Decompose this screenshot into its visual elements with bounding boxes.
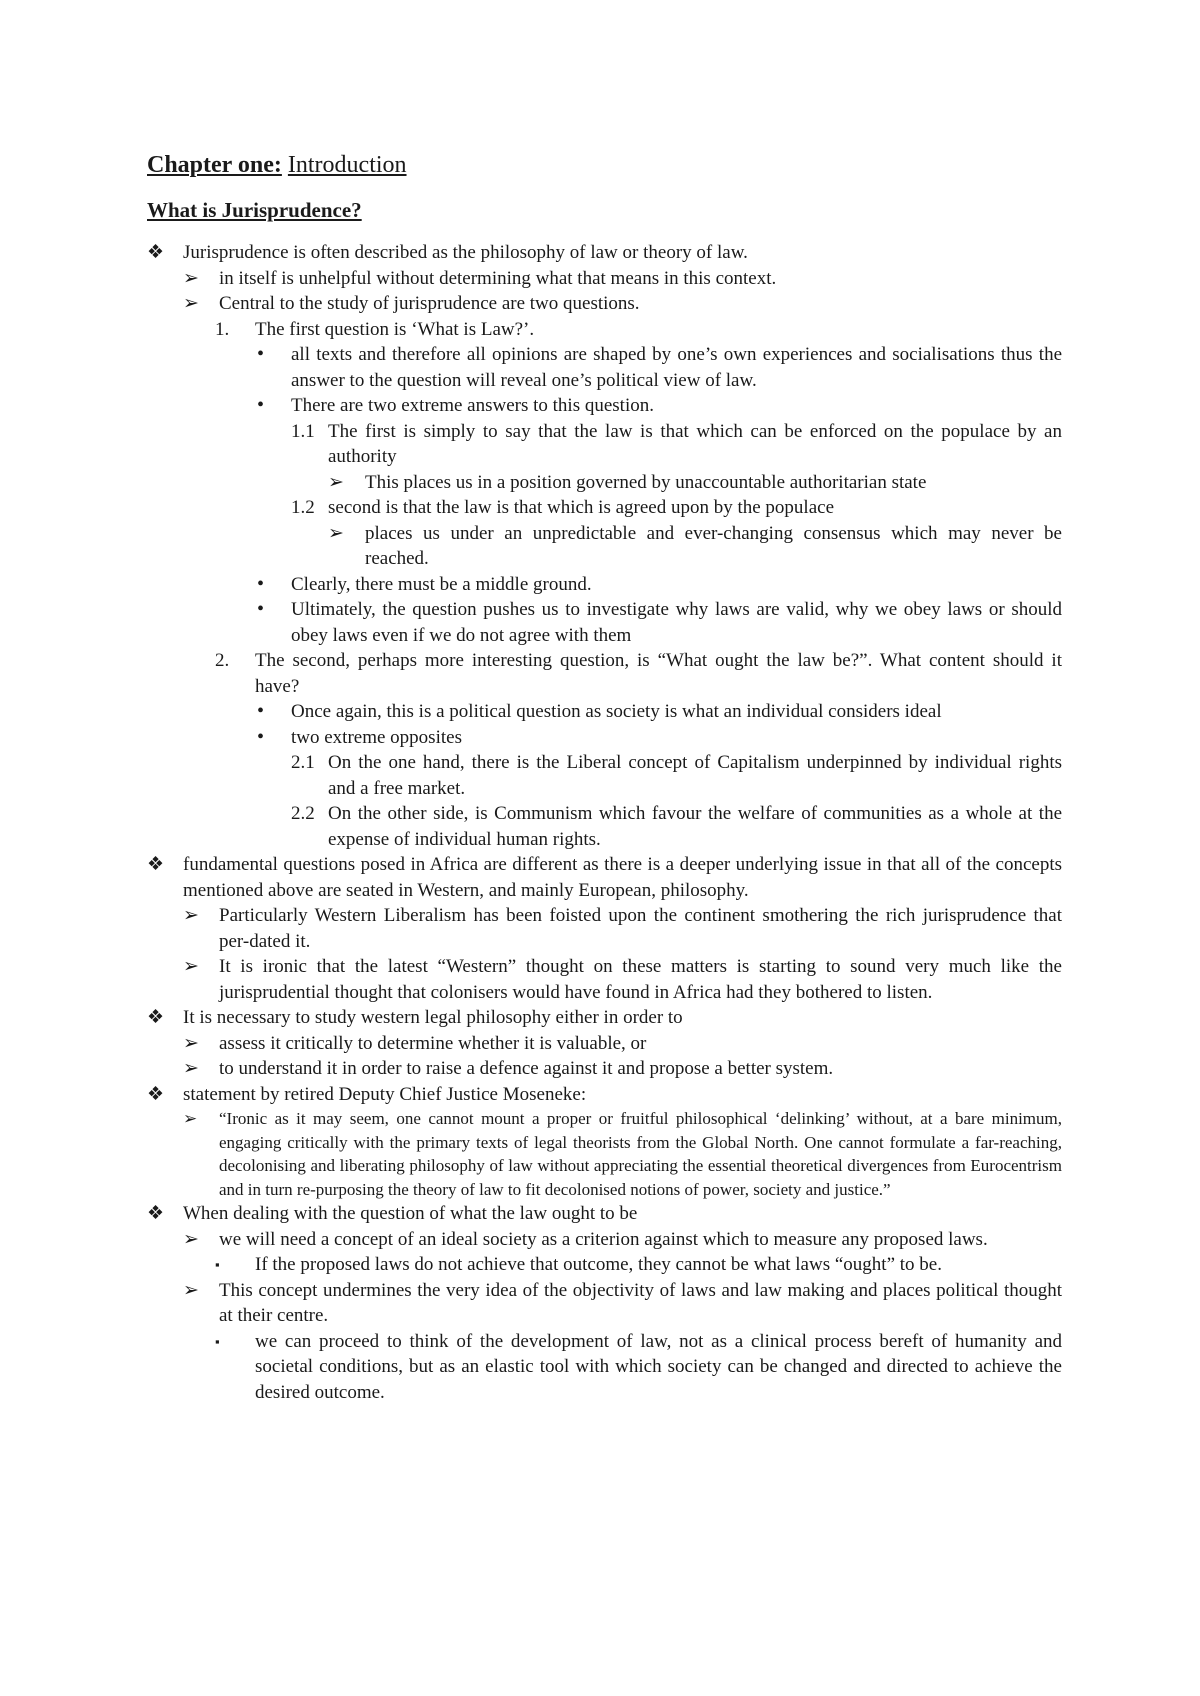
arrow-bullet-icon: ➢ (183, 267, 199, 289)
section-heading: What is Jurisprudence? (147, 198, 362, 222)
list-item: 1.2 second is that the law is that which is agreed upon by the populace (147, 495, 1062, 521)
arrow-bullet-icon: ➢ (183, 1109, 198, 1128)
chapter-label: Chapter one: (147, 152, 282, 178)
list-item: ➢ This places us in a position governed by unaccountable authoritarian state (147, 470, 1062, 496)
list-number: 1.2 (291, 497, 315, 518)
dot-bullet-icon: • (257, 598, 265, 620)
list-item: ❖ statement by retired Deputy Chief Justice Moseneke: (147, 1082, 1062, 1108)
diamond-bullet-icon: ❖ (147, 854, 165, 875)
quote-item: ➢ “Ironic as it may seem, one cannot mount a proper or fruitful philosophical ‘delinking’ without, at a bare minimum, engaging critically with the primary texts of legal theorists from the Global North. One cannot formulate a far-reaching, decolonising and liberating philosophy of law without appreciating the essential theoretical divergences from Eurocentrism and in turn re-purposing the theory of law to fit decolonised notions of power, society and justice.” (183, 1109, 1062, 1199)
list-number: 2.1 (291, 752, 315, 773)
arrow-bullet-icon: ➢ (183, 956, 199, 977)
list-item: ❖ It is necessary to study western legal philosophy either in order to (147, 1005, 1062, 1031)
list-item: 2.2 On the other side, is Communism which favour the welfare of communities as a whole at the expense of individual human rights. (291, 803, 1062, 850)
arrow-bullet-icon: ➢ (183, 1058, 199, 1079)
list-item: • There are two extreme answers to this question. (147, 393, 1062, 419)
list-item: 1. The first question is ‘What is Law?’. (147, 317, 1062, 343)
dot-bullet-icon: • (257, 572, 265, 595)
list-item: • Clearly, there must be a middle ground. (147, 572, 1062, 598)
list-number: 2.2 (291, 803, 315, 824)
list-item: ➢ Central to the study of jurisprudence are two questions. (147, 291, 1062, 317)
square-bullet-icon: ▪ (215, 1257, 220, 1272)
list-item: ➢ we will need a concept of an ideal society as a criterion against which to measure any proposed laws. (147, 1227, 1062, 1253)
list-item: • all texts and therefore all opinions are shaped by one’s own experiences and socialisations thus the answer to the question will reveal one’s political view of law. (257, 343, 1062, 391)
list-item: 1.1 The first is simply to say that the law is that which can be enforced on the populace by an authority (291, 420, 1062, 467)
list-number: 1.1 (291, 420, 315, 442)
outline-list (147, 240, 1062, 1405)
list-item: • Ultimately, the question pushes us to investigate why laws are valid, why we obey laws or should obey laws even if we do not agree with them (257, 598, 1062, 646)
arrow-bullet-icon: ➢ (183, 293, 199, 314)
list-item: ➢ assess it critically to determine whether it is valuable, or (147, 1031, 1062, 1057)
list-number: 1. (215, 318, 230, 340)
list-item: ❖ Jurisprudence is often described as the philosophy of law or theory of law. (147, 240, 1062, 266)
list-number: 2. (215, 650, 230, 671)
list-item: ➢ This concept undermines the very idea of the objectivity of laws and law making and places political thought at their centre. (183, 1279, 1062, 1326)
diamond-bullet-icon: ❖ (147, 242, 165, 263)
arrow-bullet-icon: ➢ (328, 471, 344, 493)
dot-bullet-icon: • (257, 700, 265, 722)
list-item: 2.1 On the one hand, there is the Liberal concept of Capitalism underpinned by individual rights and a free market. (291, 752, 1062, 799)
diamond-bullet-icon: ❖ (147, 1083, 165, 1105)
arrow-bullet-icon: ➢ (183, 1032, 199, 1054)
list-item: ➢ Particularly Western Liberalism has been foisted upon the continent smothering the rich jurisprudence that per-dated it. (183, 905, 1062, 952)
dot-bullet-icon: • (257, 394, 265, 416)
list-item: • two extreme opposites (147, 725, 1062, 751)
arrow-bullet-icon: ➢ (183, 905, 199, 926)
diamond-bullet-icon: ❖ (147, 1203, 165, 1224)
list-item: ➢ to understand it in order to raise a defence against it and propose a better system. (147, 1056, 1062, 1082)
list-item: ➢ places us under an unpredictable and ever-changing consensus which may never be reached. (328, 522, 1062, 569)
dot-bullet-icon: • (257, 725, 265, 748)
list-item: ➢ in itself is unhelpful without determining what that means in this context. (147, 266, 1062, 292)
list-item: 2. The second, perhaps more interesting question, is “What ought the law be?”. What content should it have? (215, 650, 1062, 697)
chapter-title: Introduction (287, 152, 407, 178)
list-item: ➢ It is ironic that the latest “Western” thought on these matters is starting to sound very much like the jurisprudential thought that colonisers would have found in Africa had they bothered to listen. (183, 956, 1062, 1003)
list-item: ❖ fundamental questions posed in Africa are different as there is a deeper underlying issue in that all of the concepts mentioned above are seated in Western, and mainly European, philosophy. (147, 854, 1062, 901)
square-bullet-icon: ▪ (215, 1333, 220, 1349)
list-item: • Once again, this is a political question as society is what an individual considers ideal (147, 699, 1062, 725)
chapter-heading (147, 150, 407, 180)
dot-bullet-icon: • (257, 343, 265, 365)
list-item: ❖ When dealing with the question of what the law ought to be (147, 1201, 1062, 1227)
arrow-bullet-icon: ➢ (328, 522, 344, 544)
list-item: ▪ If the proposed laws do not achieve that outcome, they cannot be what laws “ought” to be. (147, 1252, 1062, 1278)
arrow-bullet-icon: ➢ (183, 1228, 199, 1250)
list-item: ▪ we can proceed to think of the development of law, not as a clinical process bereft of humanity and societal conditions, but as an elastic tool with which society can be changed and directed to achieve the desired outcome. (215, 1330, 1062, 1403)
arrow-bullet-icon: ➢ (183, 1279, 199, 1301)
diamond-bullet-icon: ❖ (147, 1007, 165, 1028)
